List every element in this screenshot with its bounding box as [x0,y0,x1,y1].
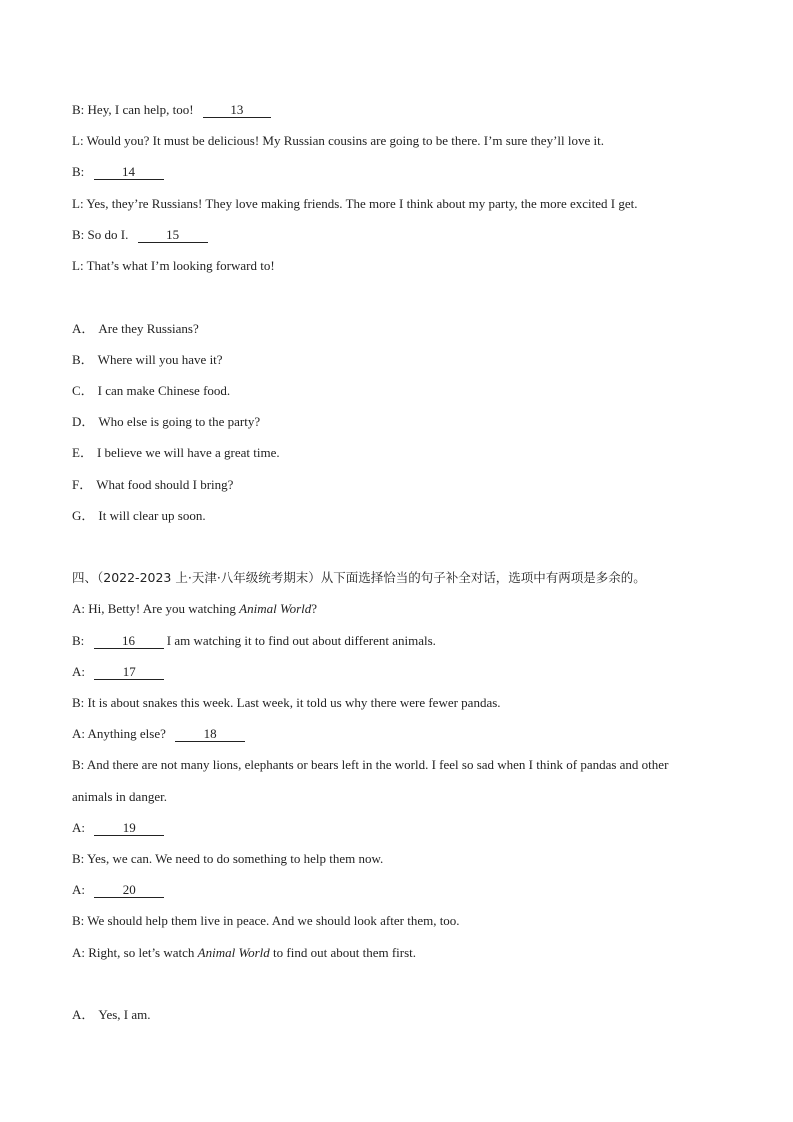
option-c [72,383,230,399]
utterance-pre: A: Right, so let’s watch [72,945,198,960]
answer-blank-20: 20 [94,883,164,898]
option-letter: B． [72,352,94,367]
option-letter: D． [72,414,95,429]
option-letter: C． [72,383,94,398]
option-text: Are they Russians? [98,321,199,336]
speaker: B: [72,633,85,648]
dialogue-line: L: That’s what I’m looking forward to! [72,258,275,273]
option-b [72,352,223,368]
dialogue-line-a-20 [72,882,164,898]
dialogue-line: B: It is about snakes this week. Last week, it told us why there were fewer pandas. [72,695,501,710]
dialogue-line-continued: animals in danger. [72,789,167,804]
speaker: B: [72,102,85,117]
answer-blank-18: 18 [175,727,245,742]
option-letter: F． [72,477,93,492]
utterance-pre: A: Hi, Betty! Are you watching [72,601,240,616]
dialogue-line [72,601,317,617]
utterance: Anything else? [87,726,166,741]
option-d [72,414,260,430]
option-letter: E． [72,445,93,460]
dialogue-line: B: Yes, we can. We need to do something to help them now. [72,851,384,866]
answer-blank-14: 14 [94,165,164,180]
answer-blank-13: 13 [203,103,271,118]
speaker: B: [72,164,85,179]
speaker: A: [72,882,85,897]
option-text: What food should I bring? [96,477,234,492]
option-letter: A． [72,321,95,336]
dialogue-line: L: Yes, they’re Russians! They love making friends. The more I think about my party, the more excited I get. [72,196,638,211]
answer-blank-17: 17 [94,665,164,680]
dialogue-line-a-18 [72,726,245,742]
option-text: I believe we will have a great time. [96,445,280,460]
answer-blank-15: 15 [138,228,208,243]
dialogue-line-b-14 [72,164,164,180]
option-letter: A． [72,1007,95,1022]
program-title: Animal World [197,945,270,960]
utterance-post: ? [311,601,318,616]
program-title: Animal World [239,601,312,616]
dialogue-line: B: We should help them live in peace. And we should look after them, too. [72,913,460,928]
dialogue-line [72,945,416,961]
option-text: Who else is going to the party? [98,414,261,429]
option-g [72,508,206,524]
speaker: A: [72,664,85,679]
dialogue-line-a-19 [72,820,164,836]
utterance: I am watching it to find out about different animals. [166,633,436,648]
section-heading: 四、（2022-2023 上·天津·八年级统考期末）从下面选择恰当的句子补全对话，选项中有两项是多余的。 [72,570,646,585]
option-e [72,445,280,461]
utterance: Hey, I can help, too! [87,102,194,117]
dialogue-line-b-15 [72,227,208,243]
dialogue-line: L: Would you? It must be delicious! My Russian cousins are going to be there. I’m sure they’ll love it. [72,133,604,148]
option-f [72,477,233,493]
dialogue-line-b-16 [72,633,436,649]
option-text: Where will you have it? [97,352,223,367]
answer-blank-19: 19 [94,821,164,836]
option-text: Yes, I am. [98,1007,151,1022]
answer-blank-16: 16 [94,634,164,649]
option-text: I can make Chinese food. [97,383,231,398]
utterance-post: to find out about them first. [269,945,417,960]
option-text: It will clear up soon. [98,508,206,523]
option-letter: G． [72,508,95,523]
option-a [72,321,199,337]
option-a [72,1007,151,1023]
dialogue-line-b-13 [72,102,271,118]
dialogue-line: B: And there are not many lions, elephants or bears left in the world. I feel so sad when I think of pandas and other [72,757,669,772]
speaker: A: [72,726,85,741]
speaker: A: [72,820,85,835]
utterance: So do I. [87,227,129,242]
dialogue-line-a-17 [72,664,164,680]
speaker: B: [72,227,85,242]
